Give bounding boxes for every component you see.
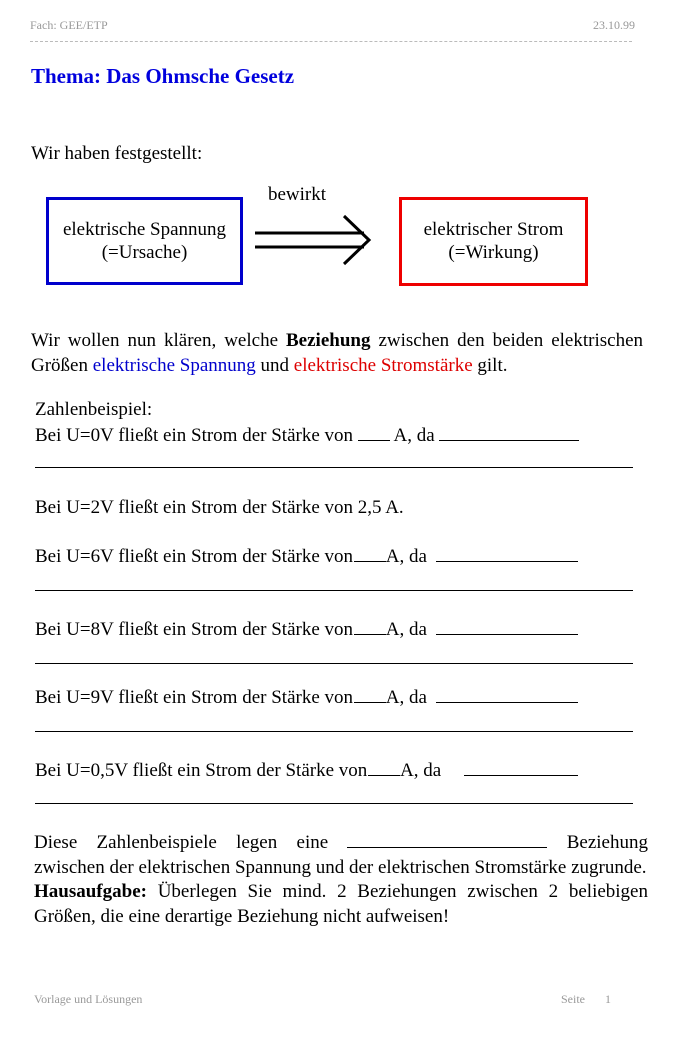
effect-label: elektrischer Strom (423, 219, 564, 240)
voltage-term: elektrische Spannung (92, 355, 256, 376)
answer-blank[interactable] (354, 545, 386, 562)
example-text: Bei U=8V fließt ein Strom der Stärke von (35, 619, 354, 640)
footer-page-label: Seite (561, 992, 585, 1006)
intro-text: Wir haben festgestellt: (31, 143, 203, 164)
answer-line[interactable] (35, 803, 633, 804)
answer-line[interactable] (35, 590, 633, 591)
answer-blank[interactable] (358, 424, 390, 441)
footer-page-number: 1 (605, 992, 611, 1006)
example-unit: A, da (385, 546, 427, 567)
effect-box (399, 197, 588, 286)
homework-text: Überlegen Sie mind. 2 Beziehungen zwischen 2 beliebigen Größen, die eine derartige Beziehung nicht aufweisen! (34, 881, 648, 927)
relationship-blank[interactable] (347, 831, 547, 848)
reason-blank[interactable] (439, 424, 579, 441)
cause-box (46, 197, 243, 285)
reason-blank[interactable] (464, 759, 578, 776)
answer-line[interactable] (35, 663, 633, 664)
conclusion-text-2: Beziehung zwischen der elektrischen Spannung und der elektrischen Stromstärke zugrunde. (34, 832, 648, 878)
reason-blank[interactable] (436, 618, 578, 635)
example-row (35, 424, 635, 447)
effect-sublabel: (=Wirkung) (448, 242, 539, 263)
paragraph-text: Wir wollen nun klären, welche (31, 330, 286, 351)
example-unit: A, da (385, 619, 427, 640)
example-text: Bei U=0,5V fließt ein Strom der Stärke von (35, 760, 368, 781)
example-unit: A, da (393, 425, 435, 446)
homework-label: Hausaufgabe: (34, 881, 147, 902)
paragraph-text-2: zwischen den beiden elektrischen Größen (31, 330, 644, 376)
conclusion-text: Diese Zahlenbeispiele legen eine (34, 832, 329, 853)
example-text: Bei U=6V fließt ein Strom der Stärke von (35, 546, 354, 567)
cause-sublabel: (=Ursache) (101, 242, 188, 263)
double-arrow-icon (252, 212, 376, 268)
paragraph-text-4: gilt. (472, 355, 508, 376)
reason-blank[interactable] (436, 545, 578, 562)
header-divider (30, 41, 632, 42)
answer-blank[interactable] (368, 759, 400, 776)
cause-label: elektrische Spannung (62, 219, 227, 240)
arrow-label: bewirkt (268, 184, 327, 205)
example-row (35, 618, 635, 641)
example-text: Bei U=0V fließt ein Strom der Stärke von (35, 425, 354, 446)
example-unit: A, da (400, 760, 442, 781)
question-paragraph (31, 328, 643, 378)
page-title: Thema: Das Ohmsche Gesetz (31, 64, 295, 88)
examples-heading: Zahlenbeispiel: (35, 399, 153, 420)
answer-blank[interactable] (354, 686, 386, 703)
paragraph-text-3: und (255, 355, 294, 376)
conclusion-paragraph (34, 831, 648, 929)
answer-line[interactable] (35, 467, 633, 468)
header-date: 23.10.99 (593, 18, 635, 32)
footer-left: Vorlage und Lösungen (34, 992, 143, 1006)
answer-line[interactable] (35, 731, 633, 732)
example-unit: A, da (385, 687, 427, 708)
paragraph-bold: Beziehung (286, 330, 371, 351)
reason-blank[interactable] (436, 686, 578, 703)
example-row (35, 759, 635, 782)
header-subject: Fach: GEE/ETP (30, 18, 108, 32)
example-row (35, 545, 635, 568)
example-row (35, 686, 635, 709)
example-text: Bei U=9V fließt ein Strom der Stärke von (35, 687, 354, 708)
answer-blank[interactable] (354, 618, 386, 635)
current-term: elektrische Stromstärke (293, 355, 473, 376)
example-row-given: Bei U=2V fließt ein Strom der Stärke von 2,5 A. (35, 497, 404, 518)
